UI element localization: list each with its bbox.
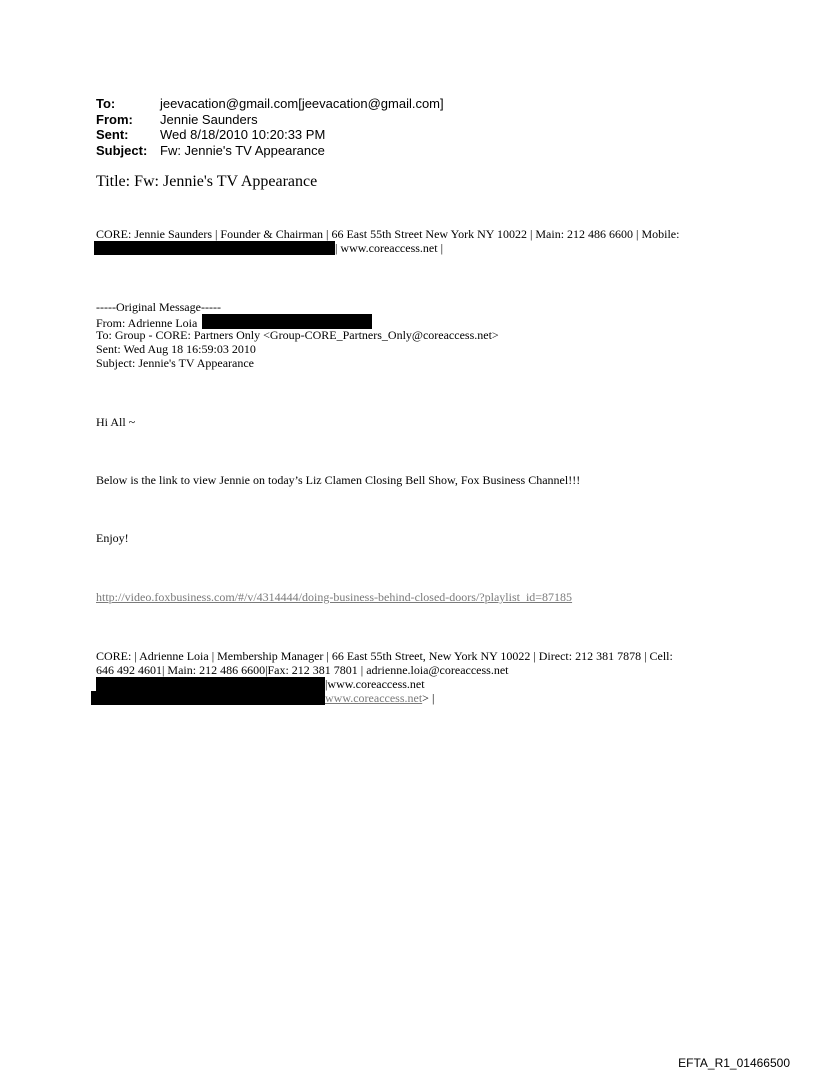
body-line: Below is the link to view Jennie on today’s Liz Clamen Closing Bell Show, Fox Business Channel!!!: [96, 473, 581, 487]
signature2-line3: [96, 677, 425, 691]
redaction-bar: [94, 241, 335, 255]
sent-row: [96, 127, 444, 143]
redaction-bar: [96, 677, 325, 691]
document-title: Title: Fw: Jennie's TV Appearance: [96, 173, 318, 190]
to-row: [96, 96, 444, 112]
signature2-line1: CORE: | Adrienne Loia | Membership Manager | 66 East 55th Street, New York NY 10022 | Direct: 212 381 7878 | Cell:: [96, 649, 673, 663]
email-header: [96, 96, 444, 158]
signature1-website: | www.coreaccess.net |: [335, 241, 443, 255]
from-row: [96, 112, 444, 128]
sent-label: Sent:: [96, 127, 129, 142]
from-label: From:: [96, 111, 133, 127]
to-label: To:: [96, 96, 116, 111]
redaction-bar: [91, 691, 325, 705]
subject-label: Subject:: [96, 142, 148, 158]
to-value: jeevacation@gmail.com[jeevacation@gmail.com]: [160, 96, 444, 111]
signature1-line2: [94, 241, 443, 255]
sent-value: Wed 8/18/2010 10:20:33 PM: [160, 127, 326, 142]
redaction-bar: [202, 314, 372, 329]
original-divider: -----Original Message-----: [96, 300, 221, 314]
signature2-line2: 646 492 4601| Main: 212 486 6600|Fax: 212 381 7801 | adrienne.loia@coreaccess.net: [96, 663, 509, 677]
original-sent: Sent: Wed Aug 18 16:59:03 2010: [96, 342, 256, 356]
subject-row: [96, 143, 444, 159]
signature2-line4-tail: > |: [422, 691, 435, 705]
original-to: To: Group - CORE: Partners Only <Group-CORE_Partners_Only@coreaccess.net>: [96, 328, 499, 342]
signature2-line4: [91, 691, 434, 705]
subject-value: Fw: Jennie's TV Appearance: [160, 142, 325, 158]
video-link[interactable]: http://video.foxbusiness.com/#/v/4314444/doing-business-behind-closed-doors/?playlist_id=87185: [96, 590, 573, 604]
document-id: EFTA_R1_01466500: [678, 1056, 790, 1070]
signature1-line1: CORE: Jennie Saunders | Founder & Chairman | 66 East 55th Street New York NY 10022 | Main: 212 486 6600 | Mobile:: [96, 227, 680, 241]
greeting: Hi All ~: [96, 415, 136, 429]
signature2-website: |www.coreaccess.net: [325, 677, 425, 691]
signature2-website-link[interactable]: www.coreaccess.net: [325, 691, 423, 705]
from-value: Jennie Saunders: [160, 111, 258, 127]
enjoy-line: Enjoy!: [96, 531, 129, 545]
original-subject: Subject: Jennie's TV Appearance: [96, 356, 255, 370]
original-from: From: Adrienne Loia: [96, 316, 198, 330]
